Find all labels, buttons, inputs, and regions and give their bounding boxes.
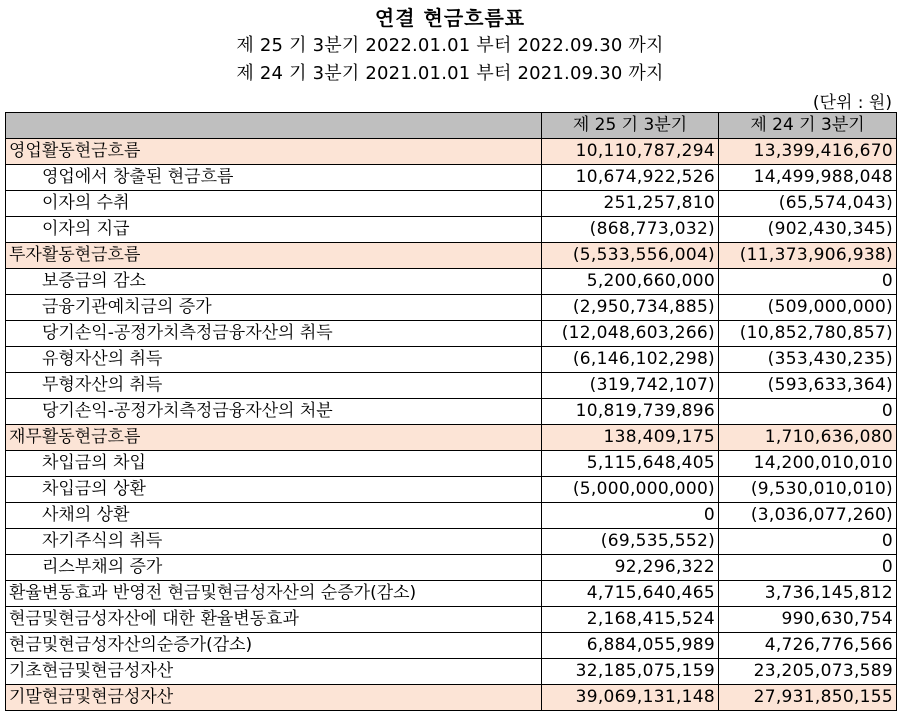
row-current: 10,819,739,896 xyxy=(542,399,719,425)
row-current: 5,115,648,405 xyxy=(542,451,719,477)
row-prior: (9,530,010,010) xyxy=(719,477,897,503)
period-prior: 제 24 기 3분기 2021.01.01 부터 2021.09.30 까지 xyxy=(236,63,664,84)
row-label: 무형자산의 취득 xyxy=(6,373,542,399)
row-label: 환율변동효과 반영전 현금및현금성자산의 순증가(감소) xyxy=(6,581,542,607)
row-label: 리스부채의 증가 xyxy=(6,555,542,581)
table-row xyxy=(6,139,897,165)
row-current: (2,950,734,885) xyxy=(542,295,719,321)
cash-flow-table xyxy=(5,112,897,711)
table-row xyxy=(6,243,897,269)
row-prior: (3,036,077,260) xyxy=(719,503,897,529)
row-current: (868,773,032) xyxy=(542,217,719,243)
period-current: 제 25 기 3분기 2022.01.01 부터 2022.09.30 까지 xyxy=(236,35,664,56)
table-row xyxy=(6,503,897,529)
row-current: 92,296,322 xyxy=(542,555,719,581)
row-prior: 14,499,988,048 xyxy=(719,165,897,191)
header-current: 제 25 기 3분기 xyxy=(542,113,719,139)
row-prior: (11,373,906,938) xyxy=(719,243,897,269)
row-prior: 0 xyxy=(719,529,897,555)
row-prior: 3,736,145,812 xyxy=(719,581,897,607)
row-prior: (10,852,780,857) xyxy=(719,321,897,347)
row-current: 251,257,810 xyxy=(542,191,719,217)
row-label: 이자의 지급 xyxy=(6,217,542,243)
row-prior: 1,710,636,080 xyxy=(719,425,897,451)
row-prior: 0 xyxy=(719,399,897,425)
table-row xyxy=(6,555,897,581)
table-row xyxy=(6,295,897,321)
table-row xyxy=(6,607,897,633)
row-prior: 4,726,776,566 xyxy=(719,633,897,659)
table-row xyxy=(6,191,897,217)
row-prior: 14,200,010,010 xyxy=(719,451,897,477)
header-prior: 제 24 기 3분기 xyxy=(719,113,897,139)
row-current: (5,533,556,004) xyxy=(542,243,719,269)
statement-title: 연결 현금흐름표 xyxy=(374,6,526,30)
header-row xyxy=(6,113,897,139)
row-prior: (65,574,043) xyxy=(719,191,897,217)
row-label: 투자활동현금흐름 xyxy=(6,243,542,269)
row-current: (319,742,107) xyxy=(542,373,719,399)
table-row xyxy=(6,633,897,659)
unit-label: (단위 : 원) xyxy=(812,93,892,113)
row-prior: 27,931,850,155 xyxy=(719,685,897,711)
table-row xyxy=(6,217,897,243)
table-row xyxy=(6,451,897,477)
row-label: 당기손익-공정가치측정금융자산의 처분 xyxy=(6,399,542,425)
row-label: 차입금의 상환 xyxy=(6,477,542,503)
row-label: 재무활동현금흐름 xyxy=(6,425,542,451)
row-label: 유형자산의 취득 xyxy=(6,347,542,373)
table-row xyxy=(6,399,897,425)
row-label: 기초현금및현금성자산 xyxy=(6,659,542,685)
row-current: 5,200,660,000 xyxy=(542,269,719,295)
table-row xyxy=(6,477,897,503)
row-label: 당기손익-공정가치측정금융자산의 취득 xyxy=(6,321,542,347)
row-current: 39,069,131,148 xyxy=(542,685,719,711)
row-current: (6,146,102,298) xyxy=(542,347,719,373)
row-label: 영업에서 창출된 현금흐름 xyxy=(6,165,542,191)
table-row xyxy=(6,425,897,451)
row-prior: 0 xyxy=(719,555,897,581)
table-row xyxy=(6,269,897,295)
row-label: 현금및현금성자산에 대한 환율변동효과 xyxy=(6,607,542,633)
table-row xyxy=(6,659,897,685)
row-current: (69,535,552) xyxy=(542,529,719,555)
row-current: 2,168,415,524 xyxy=(542,607,719,633)
table-row xyxy=(6,165,897,191)
row-label: 사채의 상환 xyxy=(6,503,542,529)
row-label: 금융기관예치금의 증가 xyxy=(6,295,542,321)
table-row xyxy=(6,321,897,347)
table-row xyxy=(6,529,897,555)
row-current: 32,185,075,159 xyxy=(542,659,719,685)
row-current: 6,884,055,989 xyxy=(542,633,719,659)
row-label: 차입금의 차입 xyxy=(6,451,542,477)
row-prior: (353,430,235) xyxy=(719,347,897,373)
row-current: 10,674,922,526 xyxy=(542,165,719,191)
row-current: 10,110,787,294 xyxy=(542,139,719,165)
table-row xyxy=(6,373,897,399)
row-prior: (509,000,000) xyxy=(719,295,897,321)
row-prior: 990,630,754 xyxy=(719,607,897,633)
row-label: 영업활동현금흐름 xyxy=(6,139,542,165)
row-current: 0 xyxy=(542,503,719,529)
row-prior: 13,399,416,670 xyxy=(719,139,897,165)
table-row xyxy=(6,347,897,373)
row-current: (12,048,603,266) xyxy=(542,321,719,347)
row-prior: 0 xyxy=(719,269,897,295)
row-label: 현금및현금성자산의순증가(감소) xyxy=(6,633,542,659)
row-prior: (902,430,345) xyxy=(719,217,897,243)
row-current: (5,000,000,000) xyxy=(542,477,719,503)
row-prior: (593,633,364) xyxy=(719,373,897,399)
row-label: 이자의 수취 xyxy=(6,191,542,217)
row-label: 자기주식의 취득 xyxy=(6,529,542,555)
row-label: 기말현금및현금성자산 xyxy=(6,685,542,711)
row-prior: 23,205,073,589 xyxy=(719,659,897,685)
row-label: 보증금의 감소 xyxy=(6,269,542,295)
table-row xyxy=(6,581,897,607)
header-item xyxy=(6,113,542,139)
table-row xyxy=(6,685,897,711)
row-current: 4,715,640,465 xyxy=(542,581,719,607)
row-current: 138,409,175 xyxy=(542,425,719,451)
